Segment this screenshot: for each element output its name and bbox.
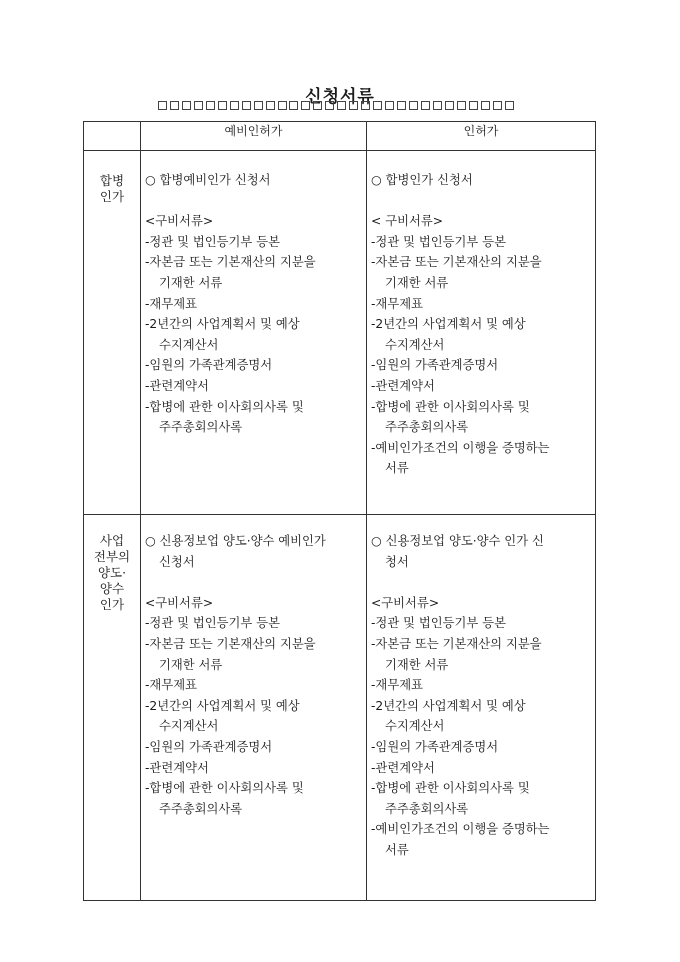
doc-line: -관련계약서 (145, 760, 209, 775)
doc-line: < 구비서류> (371, 214, 444, 229)
doc-line: -2년간의 사업계획서 및 예상 (371, 317, 526, 332)
placeholder-box (301, 101, 310, 110)
doc-line: -합병에 관한 이사회의사록 및 (371, 399, 530, 414)
blank-line (371, 572, 593, 593)
doc-line: -임원의 가족관계증명서 (371, 358, 499, 373)
header-preliminary: 예비인허가 (141, 122, 367, 151)
doc-line-continued: 주주총회의사록 (385, 801, 469, 816)
doc-line: <구비서류> (145, 214, 214, 229)
doc-line: -정관 및 법인등기부 등본 (371, 234, 506, 249)
doc-line-continued: 기재한 서류 (159, 657, 223, 672)
doc-line: -자본금 또는 기본재산의 지분을 (145, 636, 316, 651)
merger-final-docs (367, 151, 596, 515)
placeholder-box (242, 101, 251, 110)
doc-line: -관련계약서 (145, 378, 209, 393)
table-header-row (84, 122, 596, 151)
row-label-business-transfer (84, 515, 141, 901)
placeholder-box (421, 101, 430, 110)
doc-line: -자본금 또는 기본재산의 지분을 (371, 636, 542, 651)
doc-line-continued: 주주총회의사록 (385, 420, 469, 435)
doc-line: ○ 합병인가 신청서 (371, 173, 473, 187)
doc-line: -재무제표 (371, 678, 423, 693)
row-label-line: 합병 (99, 173, 125, 188)
placeholder-box (218, 101, 227, 110)
placeholder-box (313, 101, 322, 110)
placeholder-box (182, 101, 191, 110)
doc-line: ○ 신용정보업 양도·양수 인가 신 (371, 534, 544, 548)
doc-line-continued: 주주총회의사록 (159, 801, 243, 816)
doc-line: -임원의 가족관계증명서 (371, 739, 499, 754)
placeholder-box (505, 101, 514, 110)
placeholder-box (349, 101, 358, 110)
doc-line: -합병에 관한 이사회의사록 및 (145, 781, 304, 796)
doc-line: -합병에 관한 이사회의사록 및 (371, 781, 530, 796)
placeholder-box (409, 101, 418, 110)
placeholder-box (361, 101, 370, 110)
blank-line (145, 572, 364, 593)
doc-line: -재무제표 (145, 296, 197, 311)
row-label-merger (84, 151, 141, 515)
blank-line (371, 191, 593, 212)
placeholder-box (481, 101, 490, 110)
doc-line: -예비인가조건의 이행을 증명하는 (371, 822, 550, 837)
doc-line: <구비서류> (371, 595, 440, 610)
placeholder-box (289, 101, 298, 110)
transfer-final-docs (367, 515, 596, 901)
placeholder-box (493, 101, 502, 110)
doc-line: -재무제표 (371, 296, 423, 311)
placeholder-box (373, 101, 382, 110)
doc-line: -2년간의 사업계획서 및 예상 (145, 698, 300, 713)
placeholder-box (433, 101, 442, 110)
placeholder-box (170, 101, 179, 110)
placeholder-box (206, 101, 215, 110)
header-corner-cell (84, 122, 141, 151)
doc-line-continued: 기재한 서류 (385, 657, 449, 672)
doc-line-continued: 수지계산서 (159, 719, 219, 734)
placeholder-box (469, 101, 478, 110)
doc-line-continued: 수지계산서 (159, 337, 219, 352)
doc-line-continued: 신청서 (159, 554, 195, 569)
doc-line-continued: 청서 (385, 554, 409, 569)
doc-line: -재무제표 (145, 678, 197, 693)
doc-line: -관련계약서 (371, 760, 435, 775)
doc-line: ○ 합병예비인가 신청서 (145, 173, 271, 187)
doc-line-continued: 서류 (385, 842, 409, 857)
placeholder-box (325, 101, 334, 110)
placeholder-box (397, 101, 406, 110)
placeholder-box (278, 101, 287, 110)
placeholder-box-row (158, 100, 514, 112)
placeholder-box (445, 101, 454, 110)
placeholder-box (457, 101, 466, 110)
doc-line: -2년간의 사업계획서 및 예상 (371, 698, 526, 713)
row-label-line: 인가 (99, 597, 125, 612)
row-label-line: 양도· (97, 565, 127, 580)
doc-line: -정관 및 법인등기부 등본 (145, 616, 280, 631)
doc-line-continued: 서류 (385, 461, 409, 476)
table-row-business-transfer (84, 515, 596, 901)
placeholder-box (254, 101, 263, 110)
placeholder-box (385, 101, 394, 110)
doc-line: -예비인가조건의 이행을 증명하는 (371, 440, 550, 455)
doc-line: -임원의 가족관계증명서 (145, 739, 273, 754)
placeholder-box (158, 101, 167, 110)
placeholder-box (337, 101, 346, 110)
doc-line: -관련계약서 (371, 378, 435, 393)
table-row-merger (84, 151, 596, 515)
doc-line-continued: 기재한 서류 (385, 275, 449, 290)
doc-line-continued: 주주총회의사록 (159, 420, 243, 435)
doc-line: -합병에 관한 이사회의사록 및 (145, 399, 304, 414)
row-label-line: 인가 (99, 189, 125, 204)
doc-line: -2년간의 사업계획서 및 예상 (145, 317, 300, 332)
row-label-line: 전부의 (93, 549, 131, 564)
doc-line: -정관 및 법인등기부 등본 (371, 616, 506, 631)
header-final: 인허가 (367, 122, 596, 151)
placeholder-box (230, 101, 239, 110)
blank-line (145, 191, 364, 212)
row-label-line: 사업 (99, 533, 125, 548)
doc-line-continued: 수지계산서 (385, 337, 445, 352)
placeholder-box (194, 101, 203, 110)
doc-line: -정관 및 법인등기부 등본 (145, 234, 280, 249)
doc-line-continued: 수지계산서 (385, 719, 445, 734)
requirements-table (83, 121, 596, 901)
doc-line: -자본금 또는 기본재산의 지분을 (145, 255, 316, 270)
doc-line: -임원의 가족관계증명서 (145, 358, 273, 373)
merger-preliminary-docs (141, 151, 367, 515)
doc-line: -자본금 또는 기본재산의 지분을 (371, 255, 542, 270)
document-title: 신청서류 (305, 87, 375, 107)
transfer-preliminary-docs (141, 515, 367, 901)
row-label-line: 양수 (99, 581, 125, 596)
placeholder-box (266, 101, 275, 110)
doc-line: ○ 신용정보업 양도·양수 예비인가 (145, 534, 326, 548)
doc-line: <구비서류> (145, 595, 214, 610)
doc-line-continued: 기재한 서류 (159, 275, 223, 290)
